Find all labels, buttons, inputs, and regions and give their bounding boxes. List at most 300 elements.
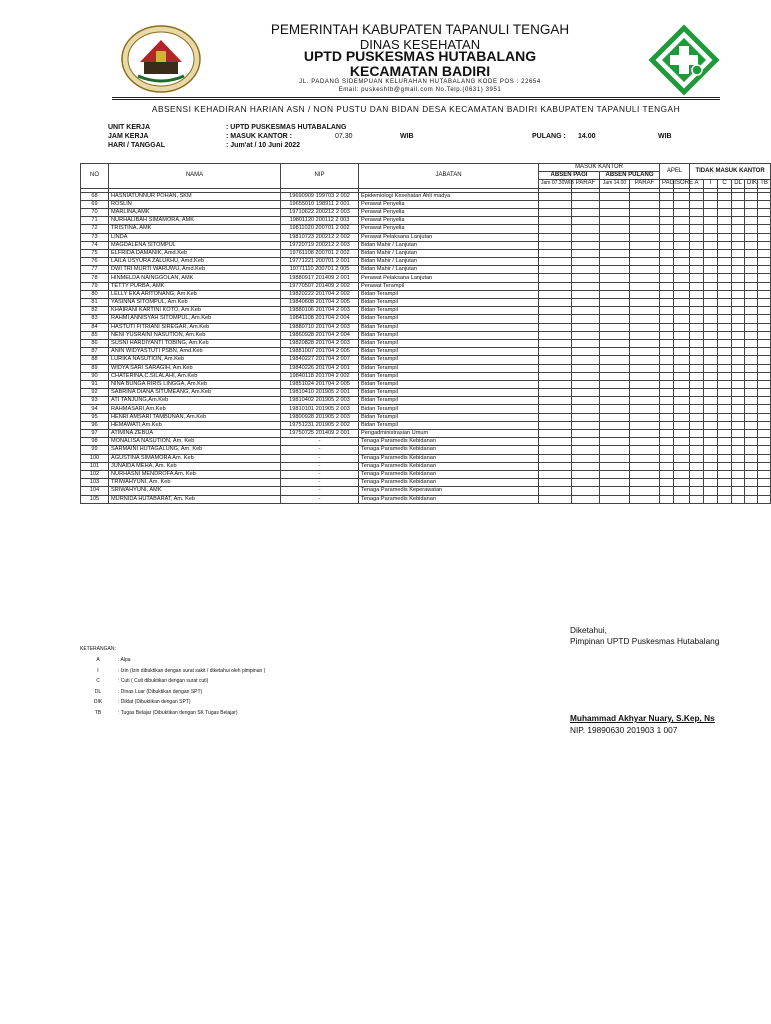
header-divider-2 <box>112 99 720 100</box>
row-attendance-cell <box>674 421 690 429</box>
row-jabatan: Bidan Terampil <box>359 364 539 372</box>
row-attendance-cell <box>660 495 674 503</box>
row-attendance-cell <box>718 323 732 331</box>
row-nip: - <box>281 470 359 478</box>
row-attendance-cell <box>572 356 600 364</box>
row-attendance-cell <box>718 315 732 323</box>
row-attendance-cell <box>758 290 771 298</box>
row-attendance-cell <box>630 307 660 315</box>
row-no: 81 <box>81 299 109 307</box>
row-attendance-cell <box>758 364 771 372</box>
row-attendance-cell <box>660 274 674 282</box>
row-no: 80 <box>81 290 109 298</box>
row-attendance-cell <box>600 274 630 282</box>
row-nama: AGUSTINA SIMAMORA Am. Keb <box>109 454 281 462</box>
row-no: 78 <box>81 274 109 282</box>
col-nip: NIP <box>281 164 359 189</box>
row-attendance-cell <box>660 225 674 233</box>
row-attendance-cell <box>600 487 630 495</box>
row-attendance-cell <box>660 356 674 364</box>
row-attendance-cell <box>674 233 690 241</box>
row-attendance-cell <box>572 241 600 249</box>
row-attendance-cell <box>674 331 690 339</box>
row-attendance-cell <box>745 339 758 347</box>
row-no: 76 <box>81 258 109 266</box>
row-attendance-cell <box>572 397 600 405</box>
table-row <box>81 266 771 274</box>
hari-tanggal-label: HARI / TANGGAL <box>108 142 166 149</box>
col-pagi: PAGI <box>660 180 674 188</box>
row-nama: MURNIDA HUTABARAT, Am. Keb <box>109 495 281 503</box>
row-nip: 19880917 201409 2 001 <box>281 274 359 282</box>
row-no: 102 <box>81 470 109 478</box>
row-nip: 19841108 201704 2 004 <box>281 315 359 323</box>
row-attendance-cell <box>690 258 704 266</box>
pulang-label: PULANG : <box>532 133 566 140</box>
row-attendance-cell <box>690 397 704 405</box>
row-attendance-cell <box>539 208 572 216</box>
diketahui-text: Diketahui, <box>570 625 607 635</box>
col-nama: NAMA <box>109 164 281 189</box>
keterangan-desc: : Diklat (Dibuktikan dengan SPT) <box>118 699 191 706</box>
row-attendance-cell <box>758 208 771 216</box>
row-attendance-cell <box>758 241 771 249</box>
row-jabatan: Tenaga Paramedis Kebidanan <box>359 470 539 478</box>
row-jabatan: Bidan Mahir / Lanjutan <box>359 266 539 274</box>
row-jabatan: Perawat Pelaksana Lanjutan <box>359 233 539 241</box>
row-jabatan: Bidan Terampil <box>359 397 539 405</box>
row-attendance-cell <box>539 315 572 323</box>
table-row <box>81 495 771 503</box>
row-jabatan: Bidan Terampil <box>359 405 539 413</box>
masuk-kantor-label: : MASUK KANTOR : <box>226 133 292 140</box>
row-attendance-cell <box>600 421 630 429</box>
row-attendance-cell <box>690 225 704 233</box>
row-nama: SRIWAHYUNI, AMK <box>109 487 281 495</box>
row-attendance-cell <box>732 282 745 290</box>
row-attendance-cell <box>718 397 732 405</box>
row-attendance-cell <box>539 438 572 446</box>
col-jam-pulang: Jam 14.00 <box>600 180 630 188</box>
row-attendance-cell <box>732 241 745 249</box>
row-attendance-cell <box>745 495 758 503</box>
row-attendance-cell <box>690 208 704 216</box>
row-attendance-cell <box>745 290 758 298</box>
row-attendance-cell <box>718 208 732 216</box>
row-attendance-cell <box>660 241 674 249</box>
row-attendance-cell <box>630 266 660 274</box>
keterangan-code: DIK <box>93 699 103 706</box>
row-attendance-cell <box>758 200 771 208</box>
row-attendance-cell <box>600 200 630 208</box>
row-attendance-cell <box>674 495 690 503</box>
row-attendance-cell <box>758 249 771 257</box>
row-attendance-cell <box>600 299 630 307</box>
row-attendance-cell <box>630 438 660 446</box>
row-nip: 19761108 200701 2 002 <box>281 249 359 257</box>
row-attendance-cell <box>674 430 690 438</box>
row-attendance-cell <box>660 462 674 470</box>
row-attendance-cell <box>572 315 600 323</box>
row-attendance-cell <box>745 487 758 495</box>
row-attendance-cell <box>660 282 674 290</box>
row-attendance-cell <box>674 315 690 323</box>
row-attendance-cell <box>704 397 718 405</box>
row-attendance-cell <box>745 348 758 356</box>
row-no: 104 <box>81 487 109 495</box>
row-attendance-cell <box>758 380 771 388</box>
row-attendance-cell <box>732 454 745 462</box>
row-attendance-cell <box>704 389 718 397</box>
row-nama: MARLINA,AMK <box>109 208 281 216</box>
row-attendance-cell <box>732 192 745 200</box>
row-attendance-cell <box>732 208 745 216</box>
row-attendance-cell <box>539 364 572 372</box>
row-attendance-cell <box>758 372 771 380</box>
col-i: I <box>704 180 718 188</box>
puskesmas-logo-icon <box>650 26 718 94</box>
row-no: 90 <box>81 372 109 380</box>
row-attendance-cell <box>690 323 704 331</box>
row-attendance-cell <box>690 438 704 446</box>
row-attendance-cell <box>758 389 771 397</box>
row-no: 100 <box>81 454 109 462</box>
row-attendance-cell <box>539 495 572 503</box>
row-nip: 19750725 201409 2 001 <box>281 430 359 438</box>
row-attendance-cell <box>745 470 758 478</box>
row-no: 85 <box>81 331 109 339</box>
row-attendance-cell <box>718 364 732 372</box>
row-attendance-cell <box>630 397 660 405</box>
row-attendance-cell <box>704 430 718 438</box>
row-jabatan: Tenaga Paramedis Kebidanan <box>359 438 539 446</box>
row-attendance-cell <box>539 266 572 274</box>
row-no: 88 <box>81 356 109 364</box>
row-nip: 19820222 201704 2 002 <box>281 290 359 298</box>
table-row <box>81 438 771 446</box>
row-attendance-cell <box>630 413 660 421</box>
row-jabatan: Bidan Terampil <box>359 331 539 339</box>
row-attendance-cell <box>718 348 732 356</box>
col-paraf-2: PARAF <box>630 180 660 188</box>
row-attendance-cell <box>660 315 674 323</box>
row-nip: 19801120 200112 2 003 <box>281 217 359 225</box>
row-attendance-cell <box>745 233 758 241</box>
row-attendance-cell <box>630 430 660 438</box>
row-nama: CHATERINA.C.SILALAHI, Am.Keb <box>109 372 281 380</box>
table-row <box>81 233 771 241</box>
header-address: JL. PADANG SIDEMPUAN KELURAHAN HUTABALANG KODE POS : 22654 <box>299 79 541 85</box>
row-nama: SUSNI HARDIYANTI TOBING, Am.Keb <box>109 339 281 347</box>
row-nip: 19771110 200701 2 005 <box>281 266 359 274</box>
col-jam-pagi: Jam 07.30WIB <box>539 180 572 188</box>
row-attendance-cell <box>704 290 718 298</box>
row-attendance-cell <box>745 397 758 405</box>
row-no: 79 <box>81 282 109 290</box>
row-attendance-cell <box>732 258 745 266</box>
row-attendance-cell <box>690 364 704 372</box>
row-nama: HASNIATUNNUR POHAN, SKM <box>109 192 281 200</box>
row-attendance-cell <box>690 331 704 339</box>
signatory-name: Muhammad Akhyar Nuary, S.Kep, Ns <box>570 713 715 723</box>
row-attendance-cell <box>630 339 660 347</box>
row-attendance-cell <box>718 462 732 470</box>
row-attendance-cell <box>690 290 704 298</box>
row-attendance-cell <box>572 430 600 438</box>
row-jabatan: Bidan Terampil <box>359 380 539 388</box>
row-attendance-cell <box>690 372 704 380</box>
table-row <box>81 479 771 487</box>
row-no: 75 <box>81 249 109 257</box>
row-attendance-cell <box>732 331 745 339</box>
table-row <box>81 249 771 257</box>
row-attendance-cell <box>630 200 660 208</box>
table-row <box>81 192 771 200</box>
row-attendance-cell <box>718 249 732 257</box>
row-nip: - <box>281 479 359 487</box>
row-attendance-cell <box>600 258 630 266</box>
row-jabatan: Perawat Penyelia <box>359 208 539 216</box>
row-attendance-cell <box>758 258 771 266</box>
row-nip: 19840226 201704 2 001 <box>281 364 359 372</box>
row-attendance-cell <box>660 233 674 241</box>
row-attendance-cell <box>660 470 674 478</box>
row-attendance-cell <box>704 249 718 257</box>
header-email: Email: puskeshtb@gmail.com No.Telp.(0631) 3951 <box>338 87 502 93</box>
col-a: A <box>690 180 704 188</box>
row-attendance-cell <box>572 479 600 487</box>
row-attendance-cell <box>572 405 600 413</box>
row-attendance-cell <box>758 479 771 487</box>
row-attendance-cell <box>600 233 630 241</box>
row-attendance-cell <box>745 462 758 470</box>
row-attendance-cell <box>732 299 745 307</box>
table-row <box>81 299 771 307</box>
row-no: 94 <box>81 405 109 413</box>
row-attendance-cell <box>704 208 718 216</box>
row-attendance-cell <box>758 192 771 200</box>
row-attendance-cell <box>732 339 745 347</box>
row-attendance-cell <box>572 307 600 315</box>
row-attendance-cell <box>732 421 745 429</box>
row-attendance-cell <box>539 323 572 331</box>
row-attendance-cell <box>674 380 690 388</box>
row-jabatan: Bidan Terampil <box>359 389 539 397</box>
row-nama: TRISTINA, AMK <box>109 225 281 233</box>
row-attendance-cell <box>539 233 572 241</box>
row-attendance-cell <box>660 397 674 405</box>
row-attendance-cell <box>704 413 718 421</box>
row-attendance-cell <box>704 266 718 274</box>
row-attendance-cell <box>660 479 674 487</box>
row-attendance-cell <box>758 454 771 462</box>
row-attendance-cell <box>745 364 758 372</box>
row-attendance-cell <box>539 446 572 454</box>
row-jabatan: Tenaga Paramedis Kebidanan <box>359 462 539 470</box>
row-attendance-cell <box>572 470 600 478</box>
row-nama: YASINNA SITOMPUL, Am.Keb <box>109 299 281 307</box>
row-jabatan: Bidan Terampil <box>359 339 539 347</box>
row-attendance-cell <box>758 470 771 478</box>
row-nama: HINMELDA NAINGGOLAN, AMK <box>109 274 281 282</box>
row-nip: 19840227 201704 2 007 <box>281 356 359 364</box>
row-attendance-cell <box>572 389 600 397</box>
row-attendance-cell <box>758 348 771 356</box>
row-no: 70 <box>81 208 109 216</box>
row-attendance-cell <box>600 356 630 364</box>
row-attendance-cell <box>690 266 704 274</box>
row-nip: - <box>281 495 359 503</box>
row-attendance-cell <box>704 217 718 225</box>
row-attendance-cell <box>732 430 745 438</box>
unit-kerja-label: UNIT KERJA <box>108 124 151 131</box>
row-no: 97 <box>81 430 109 438</box>
row-attendance-cell <box>745 356 758 364</box>
row-attendance-cell <box>758 299 771 307</box>
row-attendance-cell <box>600 397 630 405</box>
row-attendance-cell <box>674 405 690 413</box>
row-nama: HASTUTI FITRIANI SIREGAR, Am.Keb <box>109 323 281 331</box>
row-attendance-cell <box>745 217 758 225</box>
row-nama: NINA BUNGA RIRIS LINGGA, Am.Keb <box>109 380 281 388</box>
row-attendance-cell <box>745 438 758 446</box>
row-attendance-cell <box>745 446 758 454</box>
row-attendance-cell <box>704 233 718 241</box>
row-attendance-cell <box>572 487 600 495</box>
row-attendance-cell <box>660 364 674 372</box>
row-nama: RAHMASARI,Am.Keb <box>109 405 281 413</box>
row-jabatan: Bidan Terampil <box>359 290 539 298</box>
col-absen-pulang: ABSEN PULANG <box>600 172 660 180</box>
row-attendance-cell <box>690 413 704 421</box>
keterangan-code: A <box>96 657 100 663</box>
row-attendance-cell <box>600 307 630 315</box>
row-attendance-cell <box>674 307 690 315</box>
row-attendance-cell <box>630 372 660 380</box>
row-attendance-cell <box>539 217 572 225</box>
row-nama: SARMAINI HUTAGALUNG, Am. Keb <box>109 446 281 454</box>
row-attendance-cell <box>572 225 600 233</box>
row-nama: NENI YUSRAINI NASUTION, Am.Keb <box>109 331 281 339</box>
row-attendance-cell <box>674 454 690 462</box>
row-nama: SABRINA DIANA SITUMEANG, Am.Keb <box>109 389 281 397</box>
row-attendance-cell <box>674 249 690 257</box>
row-attendance-cell <box>630 323 660 331</box>
row-attendance-cell <box>690 479 704 487</box>
col-absen-pagi: ABSEN PAGI <box>539 172 600 180</box>
table-row <box>81 372 771 380</box>
row-attendance-cell <box>660 258 674 266</box>
jam-kerja-label: JAM KERJA <box>108 133 149 140</box>
row-attendance-cell <box>758 233 771 241</box>
row-attendance-cell <box>572 217 600 225</box>
row-attendance-cell <box>690 470 704 478</box>
row-attendance-cell <box>745 380 758 388</box>
row-attendance-cell <box>630 241 660 249</box>
table-row <box>81 430 771 438</box>
keterangan-desc: : Cuti ( Cuti dibuktikan dengan surat cuti) <box>118 678 209 685</box>
row-jabatan: Bidan Terampil <box>359 348 539 356</box>
row-attendance-cell <box>572 446 600 454</box>
row-attendance-cell <box>704 487 718 495</box>
row-jabatan: Bidan Terampil <box>359 413 539 421</box>
row-no: 101 <box>81 462 109 470</box>
row-attendance-cell <box>572 462 600 470</box>
row-attendance-cell <box>572 290 600 298</box>
row-attendance-cell <box>630 299 660 307</box>
row-attendance-cell <box>732 380 745 388</box>
row-attendance-cell <box>732 217 745 225</box>
row-no: 86 <box>81 339 109 347</box>
row-jabatan: Bidan Mahir / Lanjutan <box>359 249 539 257</box>
row-attendance-cell <box>758 225 771 233</box>
row-attendance-cell <box>690 307 704 315</box>
row-attendance-cell <box>718 282 732 290</box>
row-attendance-cell <box>600 389 630 397</box>
row-attendance-cell <box>600 217 630 225</box>
row-no: 82 <box>81 307 109 315</box>
row-attendance-cell <box>674 348 690 356</box>
row-attendance-cell <box>674 323 690 331</box>
row-attendance-cell <box>690 389 704 397</box>
row-attendance-cell <box>539 454 572 462</box>
row-attendance-cell <box>572 348 600 356</box>
row-attendance-cell <box>539 225 572 233</box>
row-attendance-cell <box>630 225 660 233</box>
row-attendance-cell <box>674 225 690 233</box>
table-row <box>81 454 771 462</box>
row-attendance-cell <box>690 348 704 356</box>
row-attendance-cell <box>660 192 674 200</box>
col-c: C <box>718 180 732 188</box>
row-jabatan: Bidan Mahir / Lanjutan <box>359 241 539 249</box>
row-nip: 19820828 201704 2 003 <box>281 339 359 347</box>
row-attendance-cell <box>660 266 674 274</box>
row-nama: DWI TRI MURTI WARUWU, Amd.Keb <box>109 266 281 274</box>
row-attendance-cell <box>660 421 674 429</box>
row-attendance-cell <box>630 487 660 495</box>
row-attendance-cell <box>732 495 745 503</box>
row-attendance-cell <box>674 208 690 216</box>
row-no: 92 <box>81 389 109 397</box>
row-attendance-cell <box>539 372 572 380</box>
row-no: 105 <box>81 495 109 503</box>
row-attendance-cell <box>572 372 600 380</box>
row-attendance-cell <box>600 446 630 454</box>
row-attendance-cell <box>674 479 690 487</box>
row-attendance-cell <box>718 421 732 429</box>
row-nama: MONALISA NASUTION, Am. Keb <box>109 438 281 446</box>
row-attendance-cell <box>718 380 732 388</box>
row-attendance-cell <box>704 225 718 233</box>
row-attendance-cell <box>704 356 718 364</box>
row-nama: LAILA USYURA ZALUKHU, Amd.Keb <box>109 258 281 266</box>
table-row <box>81 225 771 233</box>
row-attendance-cell <box>704 282 718 290</box>
row-attendance-cell <box>600 372 630 380</box>
row-attendance-cell <box>674 462 690 470</box>
row-attendance-cell <box>539 430 572 438</box>
row-attendance-cell <box>718 487 732 495</box>
row-attendance-cell <box>690 454 704 462</box>
row-attendance-cell <box>718 438 732 446</box>
page-title: ABSENSI KEHADIRAN HARIAN ASN / NON PUSTU DAN BIDAN DESA KECAMATAN BADIRI KABUPATEN TAPANULI TENGAH <box>151 104 681 114</box>
row-nama: LINDA <box>109 233 281 241</box>
pimpinan-text: Pimpinan UPTD Puskesmas Hutabalang <box>570 636 720 646</box>
row-attendance-cell <box>690 192 704 200</box>
row-attendance-cell <box>758 323 771 331</box>
keterangan-code: C <box>96 678 100 685</box>
